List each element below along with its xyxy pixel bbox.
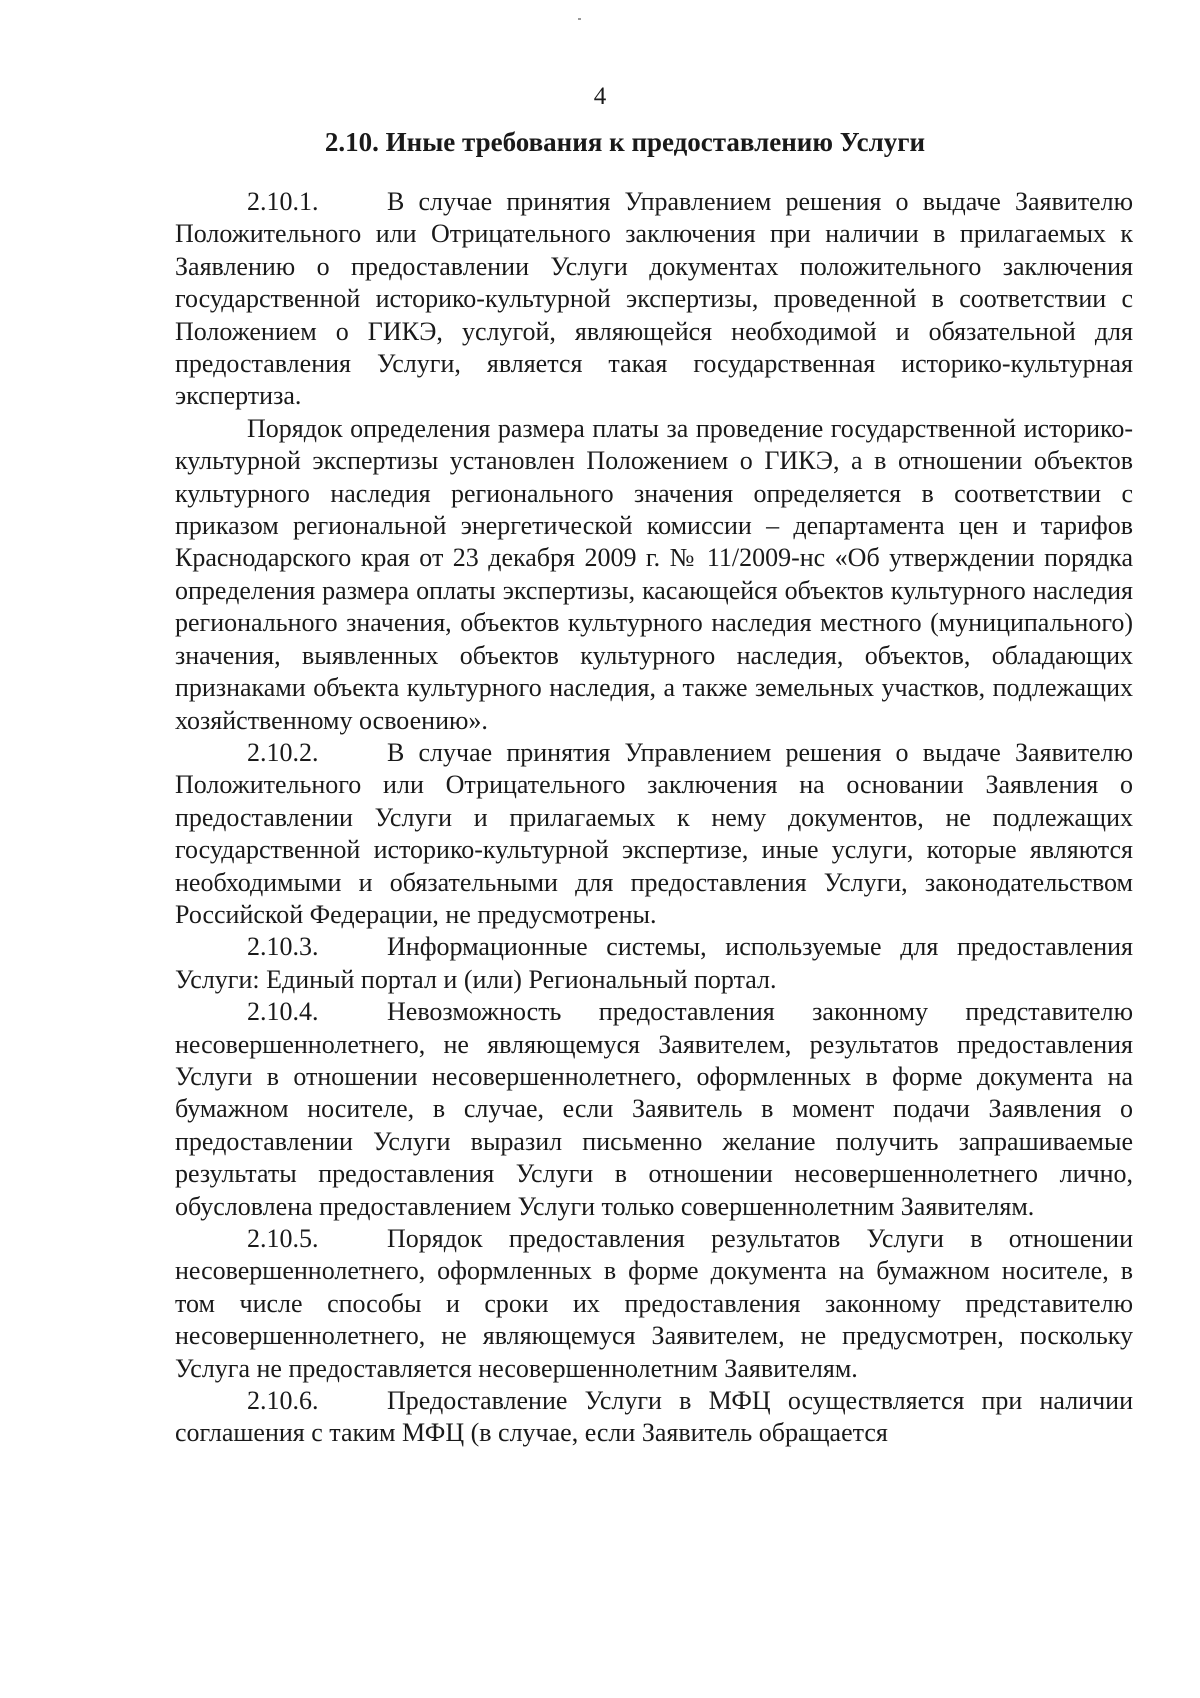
paragraph-2-10-1 — [175, 186, 1133, 413]
paragraph-2-10-3 — [175, 931, 1133, 996]
page-number: 4 — [593, 83, 607, 110]
document-body — [175, 186, 1133, 1450]
paragraph-text: Порядок определения размера платы за проведение государственной историко-культурной экспертизы установлен Положением о ГИКЭ, а в отношении объектов культурного наследия регионального значения определяется в соответствии с приказом региональной энергетической комиссии – департамента цен и тарифов Краснодарского края от 23 декабря 2009 г. № 11/2009-нс «Об утверждении порядка определения размера оплаты экспертизы, касающейся объектов культурного наследия регионального значения, объектов культурного наследия местного (муниципального) значения, выявленных объектов культурного наследия, объектов, обладающих признаками объекта культурного наследия, а также земельных участков, подлежащих хозяйственному освоению». — [175, 413, 1133, 735]
paragraph-2-10-2 — [175, 737, 1133, 931]
paragraph-text: Информационные системы, используемые для предоставления Услуги: Единый портал и (или) Региональный портал. — [175, 932, 1133, 994]
paragraph-2-10-4 — [175, 996, 1133, 1223]
paragraph-number: 2.10.5. — [247, 1224, 319, 1253]
paragraph-text: Порядок предоставления результатов Услуги в отношении несовершеннолетнего, оформленных в форме документа на бумажном носителе, в том числе способы и сроки их предоставления законному представителю несовершеннолетнего, не являющемуся Заявителем, не предусмотрен, поскольку Услуга не предоставляется несовершеннолетним Заявителям. — [175, 1224, 1133, 1383]
paragraph-text: Предоставление Услуги в МФЦ осуществляется при наличии соглашения с таким МФЦ (в случае, если Заявитель обращается — [175, 1386, 1133, 1448]
paragraph-fee-procedure — [175, 413, 1133, 737]
paragraph-text: В случае принятия Управлением решения о выдаче Заявителю Положительного или Отрицательного заключения на основании Заявления о предоставлении Услуги и прилагаемых к нему документов, не подлежащих государственной историко-культурной экспертизе, иные услуги, которые являются необходимыми и обязательными для предоставления Услуги, законодательством Российской Федерации, не предусмотрены. — [175, 737, 1133, 929]
paragraph-2-10-6 — [175, 1385, 1133, 1450]
paragraph-number: 2.10.2. — [247, 737, 319, 767]
paragraph-number: 2.10.6. — [247, 1386, 319, 1416]
paragraph-text: В случае принятия Управлением решения о выдаче Заявителю Положительного или Отрицательного заключения при наличии в прилагаемых к Заявлению о предоставлении Услуги документах положительного заключения государственной историко-культурной экспертизы, проведенной в соответствии с Положением о ГИКЭ, услугой, являющейся необходимой и обязательной для предоставления Услуги, является такая государственная историко-культурная экспертиза. — [175, 187, 1133, 411]
paragraph-number: 2.10.1. — [247, 187, 319, 216]
scan-speck — [578, 18, 581, 20]
paragraph-2-10-5 — [175, 1223, 1133, 1385]
paragraph-number: 2.10.4. — [247, 997, 319, 1027]
section-title: 2.10. Иные требования к предоставлению Услуги — [324, 127, 926, 157]
paragraph-text: Невозможность предоставления законному представителю несовершеннолетнего, не являющемуся Заявителем, результатов предоставления Услуги в отношении несовершеннолетнего, оформленных в форме документа на бумажном носителе, в случае, если Заявитель в момент подачи Заявления о предоставлении Услуги выразил письменно желание получить запрашиваемые результаты предоставления Услуги в отношении несовершеннолетнего лично, обусловлена предоставлением Услуги только совершеннолетним Заявителям. — [175, 997, 1133, 1221]
paragraph-number: 2.10.3. — [247, 932, 319, 962]
